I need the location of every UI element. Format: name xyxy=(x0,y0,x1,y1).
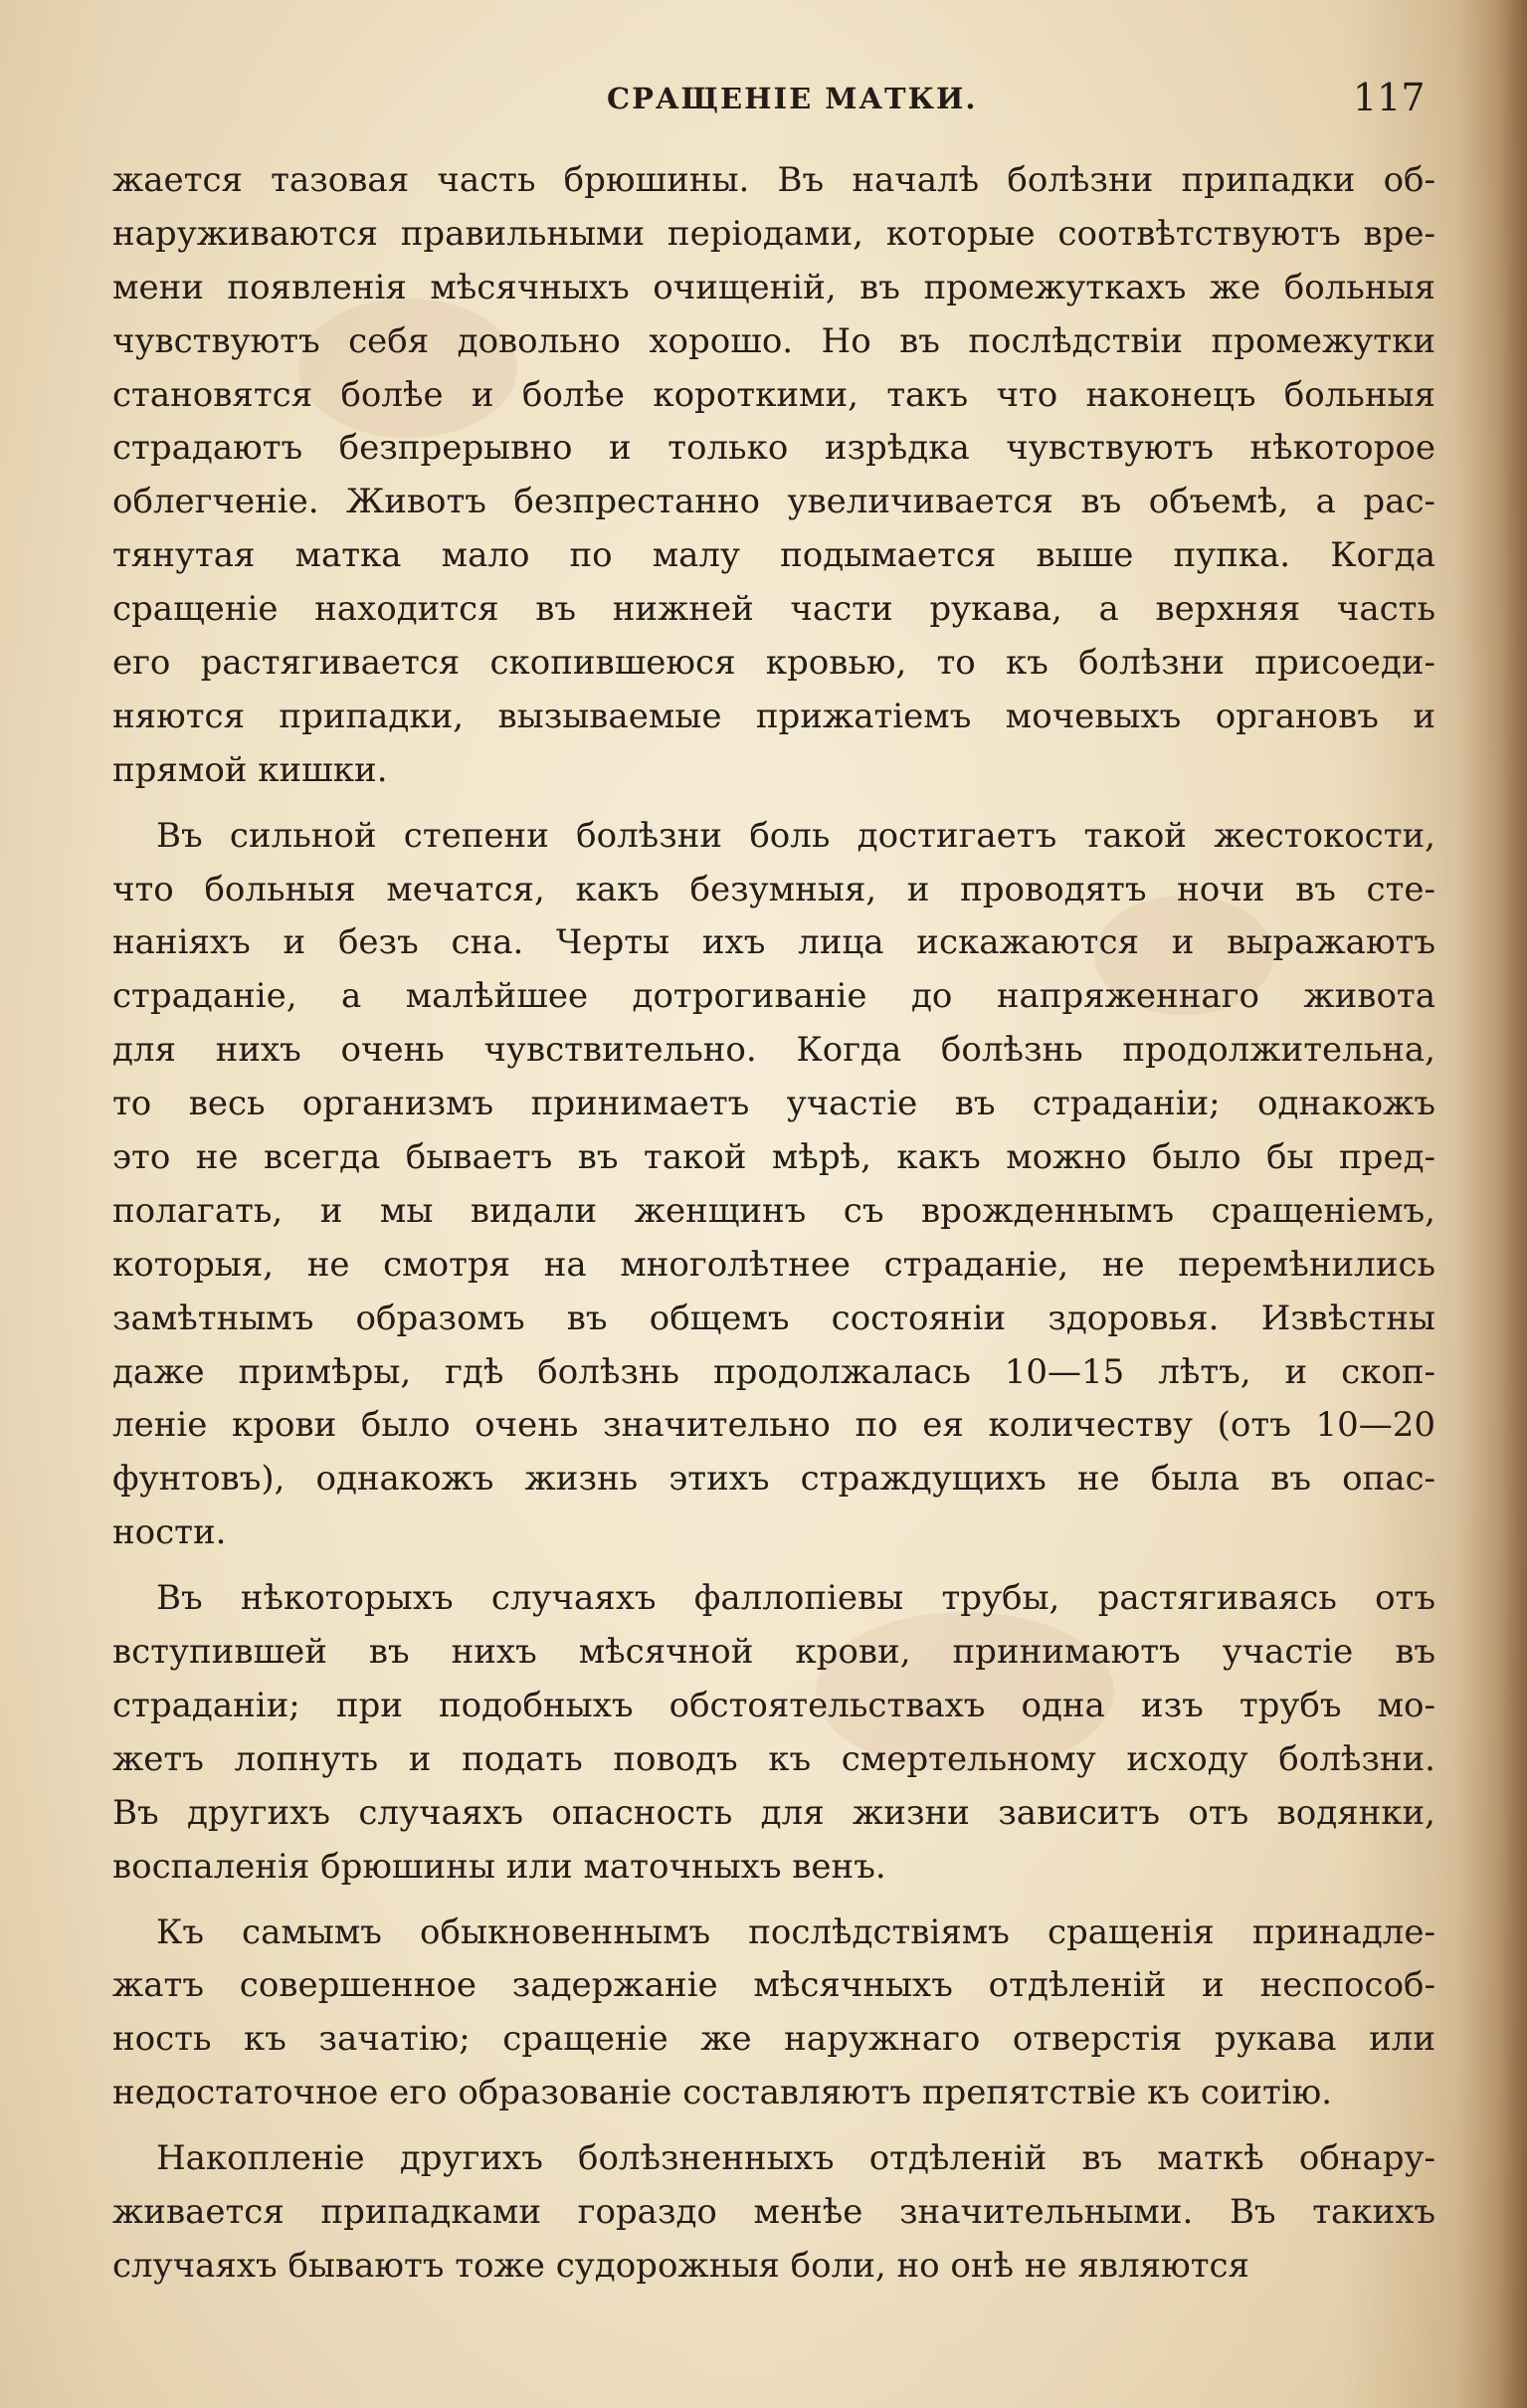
text-line: сращеніе находится въ нижней части рукава, а верхняя часть xyxy=(112,589,1435,630)
text-line: замѣтнымъ образомъ въ общемъ состояніи здоровья. Извѣстны xyxy=(112,1298,1435,1338)
paragraph xyxy=(112,2132,1435,2294)
text-line: чувствуютъ себя довольно хорошо. Но въ послѣдствіи промежутки xyxy=(112,320,1435,361)
text-line: наніяхъ и безъ сна. Черты ихъ лица искажаются и выражаютъ xyxy=(112,922,1435,963)
page-number: 117 xyxy=(1353,76,1426,119)
text-line: жается тазовая часть брюшины. Въ началѣ болѣзни припадки об- xyxy=(112,160,1435,200)
text-line: ности. xyxy=(112,1512,227,1553)
body-text xyxy=(112,154,1435,2306)
page-edge-shadow xyxy=(1457,0,1527,2408)
text-line: что больныя мечатся, какъ безумныя, и проводятъ ночи въ сте- xyxy=(112,869,1435,909)
text-line: становятся болѣе и болѣе короткими, такъ что наконецъ больныя xyxy=(112,374,1435,415)
text-line: леніе крови было очень значительно по ея количеству (отъ 10—20 xyxy=(112,1405,1435,1446)
paragraph xyxy=(112,1906,1435,2121)
text-line: живается припадками гораздо менѣе значительными. Въ такихъ xyxy=(112,2191,1435,2232)
text-line: прямой кишки. xyxy=(112,749,388,790)
text-line: облегченіе. Животъ безпрестанно увеличивается въ объемѣ, а рас- xyxy=(112,482,1435,522)
text-line: то весь организмъ принимаетъ участіе въ страданіи; однакожъ xyxy=(112,1084,1435,1124)
text-line: Въ другихъ случаяхъ опасность для жизни зависитъ отъ водянки, xyxy=(112,1792,1435,1833)
text-line: для нихъ очень чувствительно. Когда болѣзнь продолжительна, xyxy=(112,1030,1435,1071)
text-line: Въ нѣкоторыхъ случаяхъ фаллопіевы трубы, растягиваясь отъ xyxy=(156,1578,1435,1619)
paragraph xyxy=(112,810,1435,1560)
text-line: Къ самымъ обыкновеннымъ послѣдствіямъ сращенія принадле- xyxy=(156,1911,1435,1952)
text-line: случаяхъ бываютъ тоже судорожныя боли, но онѣ не являются xyxy=(112,2245,1250,2286)
text-line: жатъ совершенное задержаніе мѣсячныхъ отдѣленій и неспособ- xyxy=(112,1965,1435,2006)
text-line: это не всегда бываетъ въ такой мѣрѣ, какъ можно было бы пред- xyxy=(112,1137,1435,1178)
text-line: ность къ зачатію; сращеніе же наружнаго отверстія рукава или xyxy=(112,2019,1435,2060)
text-line: жетъ лопнуть и подать поводъ къ смертельному исходу болѣзни. xyxy=(112,1738,1435,1779)
paragraph xyxy=(112,154,1435,798)
text-line: недостаточное его образованіе составляютъ препятствіе къ соитію. xyxy=(112,2073,1333,2113)
text-line: даже примѣры, гдѣ болѣзнь продолжалась 10—15 лѣтъ, и скоп- xyxy=(112,1351,1435,1392)
text-line: Въ сильной степени болѣзни боль достигаетъ такой жестокости, xyxy=(156,815,1435,856)
text-line: страданіе, а малѣйшее дотрогиваніе до напряженнаго живота xyxy=(112,976,1435,1017)
text-line: полагать, и мы видали женщинъ съ врожденнымъ сращеніемъ, xyxy=(112,1190,1435,1231)
text-line: воспаленія брюшины или маточныхъ венъ. xyxy=(112,1846,886,1887)
text-line: няются припадки, вызываемые прижатіемъ мочевыхъ органовъ и xyxy=(112,696,1435,736)
text-line: его растягивается скопившеюся кровью, то къ болѣзни присоеди- xyxy=(112,643,1435,684)
text-line: тянутая матка мало по малу подымается выше пупка. Когда xyxy=(112,535,1435,576)
paragraph xyxy=(112,1572,1435,1894)
text-line: вступившей въ нихъ мѣсячной крови, принимаютъ участіе въ xyxy=(112,1632,1435,1673)
text-line: страдаютъ безпрерывно и только изрѣдка чувствуютъ нѣкоторое xyxy=(112,428,1435,469)
text-line: мени появленія мѣсячныхъ очищеній, въ промежуткахъ же больныя xyxy=(112,267,1435,307)
text-line: фунтовъ), однакожъ жизнь этихъ страждущихъ не была въ опас- xyxy=(112,1459,1435,1500)
running-head: СРАЩЕНІЕ МАТКИ. xyxy=(607,82,978,115)
text-line: страданіи; при подобныхъ обстоятельствахъ одна изъ трубъ мо- xyxy=(112,1685,1435,1725)
text-line: наруживаются правильными періодами, которые соотвѣтствуютъ вре- xyxy=(112,213,1435,254)
text-line: которыя, не смотря на многолѣтнее страданіе, не перемѣнились xyxy=(112,1244,1435,1285)
text-line: Накопленіе другихъ болѣзненныхъ отдѣленій въ маткѣ обнару- xyxy=(156,2138,1435,2179)
